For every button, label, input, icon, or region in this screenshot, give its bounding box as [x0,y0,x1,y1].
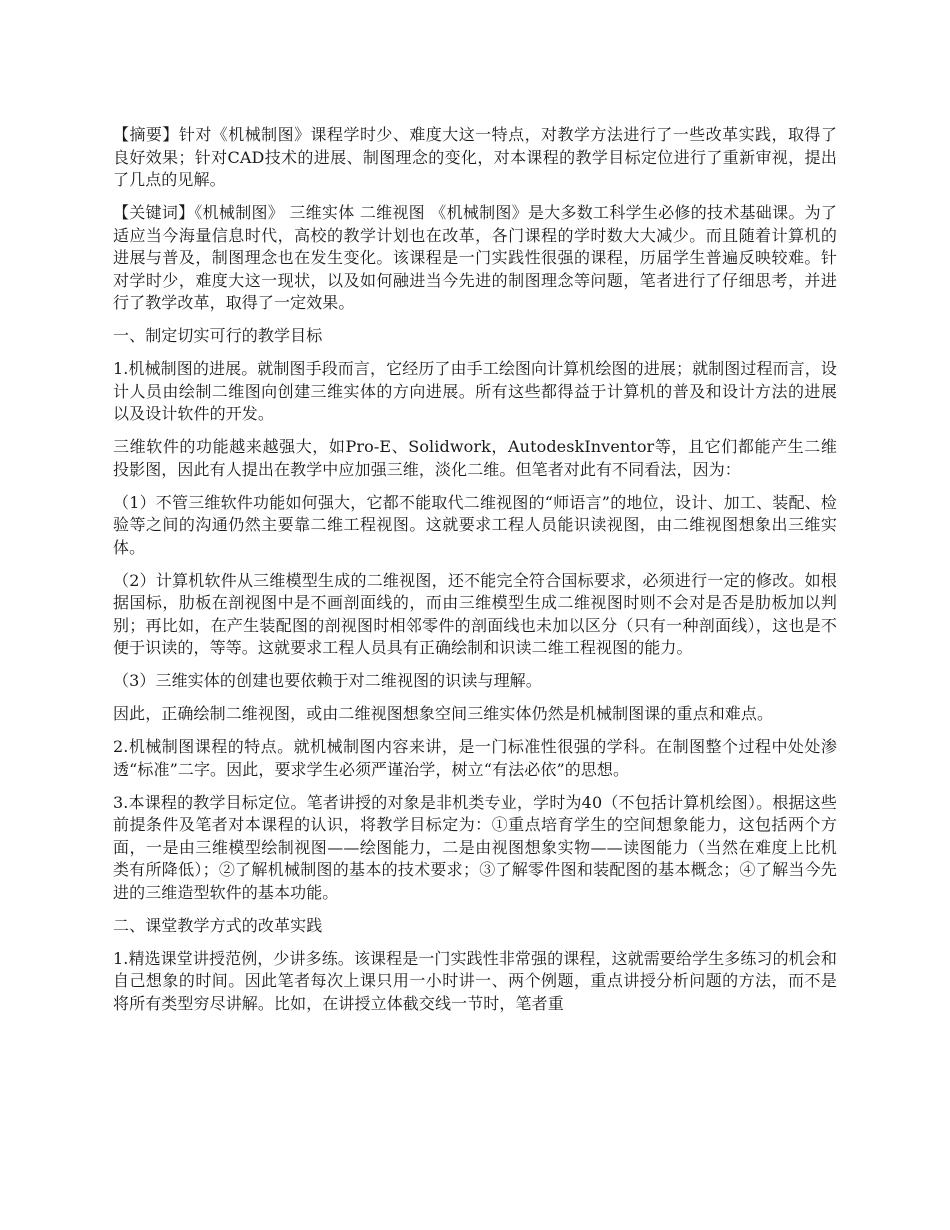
list-item-paragraph: （2）计算机软件从三维模型生成的二维视图，还不能完全符合国标要求，必须进行一定的修改。如根据国标，肋板在剖视图中是不画剖面线的，而由三维模型生成二维视图时则不会对是否是肋板加以判别；再比如，在产生装配图的剖视图时相邻零件的剖面线也未加以区分（只有一种剖面线），这也是不便于识读的，等等。这就要求工程人员具有正确绘制和识读二维工程视图的能力。 [113,570,837,657]
body-paragraph: 1.机械制图的进展。就制图手段而言，它经历了由手工绘图向计算机绘图的进展；就制图过程而言，设计人员由绘制二维图向创建三维实体的方向进展。所有这些都得益于计算机的普及和设计方法的进展以及设计软件的开发。 [113,359,837,423]
section-heading-1: 一、制定切实可行的教学目标 [113,326,323,345]
body-paragraph: 1.精选课堂讲授范例，少讲多练。该课程是一门实践性非常强的课程，这就需要给学生多练习的机会和自己想象的时间。因此笔者每次上课只用一小时讲一、两个例题，重点讲授分析问题的方法，而不是将所有类型穷尽讲解。比如，在讲授立体截交线一节时，笔者重 [113,948,837,1013]
body-paragraph: 2.机械制图课程的特点。就机械制图内容来讲，是一门标准性很强的学科。在制图整个过程中处处渗透“标准”二字。因此，要求学生必须严谨治学，树立“有法必依”的思想。 [113,737,837,779]
document-body [113,124,837,1026]
section-heading-2: 二、课堂教学方式的改革实践 [113,915,323,935]
list-item-paragraph: （1）不管三维软件功能如何强大，它都不能取代二维视图的“师语言”的地位，设计、加工、装配、检验等之间的沟通仍然主要靠二维工程视图。这就要求工程人员能识读视图，由二维视图想象出三维实体。 [113,492,837,557]
body-paragraph: 3.本课程的教学目标定位。笔者讲授的对象是非机类专业，学时为40（不包括计算机绘图）。根据这些前提条件及笔者对本课程的认识，将教学目标定为：①重点培育学生的空间想象能力，这包括两个方面，一是由三维模型绘制视图——绘图能力，二是由视图想象实物——读图能力（当然在难度上比机类有所降低）；②了解机械制图的基本的技术要求；③了解零件图和装配图的基本概念；④了解当今先进的三维造型软件的基本功能。 [113,792,837,902]
body-paragraph: 因此，正确绘制二维视图，或由二维视图想象空间三维实体仍然是机械制图课的重点和难点。 [113,704,774,723]
abstract-paragraph: 【摘要】针对《机械制图》课程学时少、难度大这一特点，对教学方法进行了一些改革实践，取得了良好效果；针对CAD技术的进展、制图理念的变化，对本课程的教学目标定位进行了重新审视，提出了几点的见解。 [113,125,837,189]
list-item-paragraph: （3）三维实体的创建也要依赖于对二维视图的识读与理解。 [113,671,542,690]
keywords-paragraph: 【关键词】《机械制图》 三维实体 二维视图 《机械制图》是大多数工科学生必修的技术基础课。为了适应当今海量信息时代，高校的教学计划也在改革，各门课程的学时数大大减少。而且随着计算机的进展与普及，制图理念也在发生变化。该课程是一门实践性很强的课程，历届学生普遍反映较难。针对学时少，难度大这一现状，以及如何融进当今先进的制图理念等问题，笔者进行了仔细思考，并进行了教学改革，取得了一定效果。 [113,203,837,312]
body-paragraph: 三维软件的功能越来越强大，如Pro-E、Solidwork，AutodeskInventor等，且它们都能产生二维投影图，因此有人提出在教学中应加强三维，淡化二维。但笔者对此有不同看法，因为： [113,437,837,479]
